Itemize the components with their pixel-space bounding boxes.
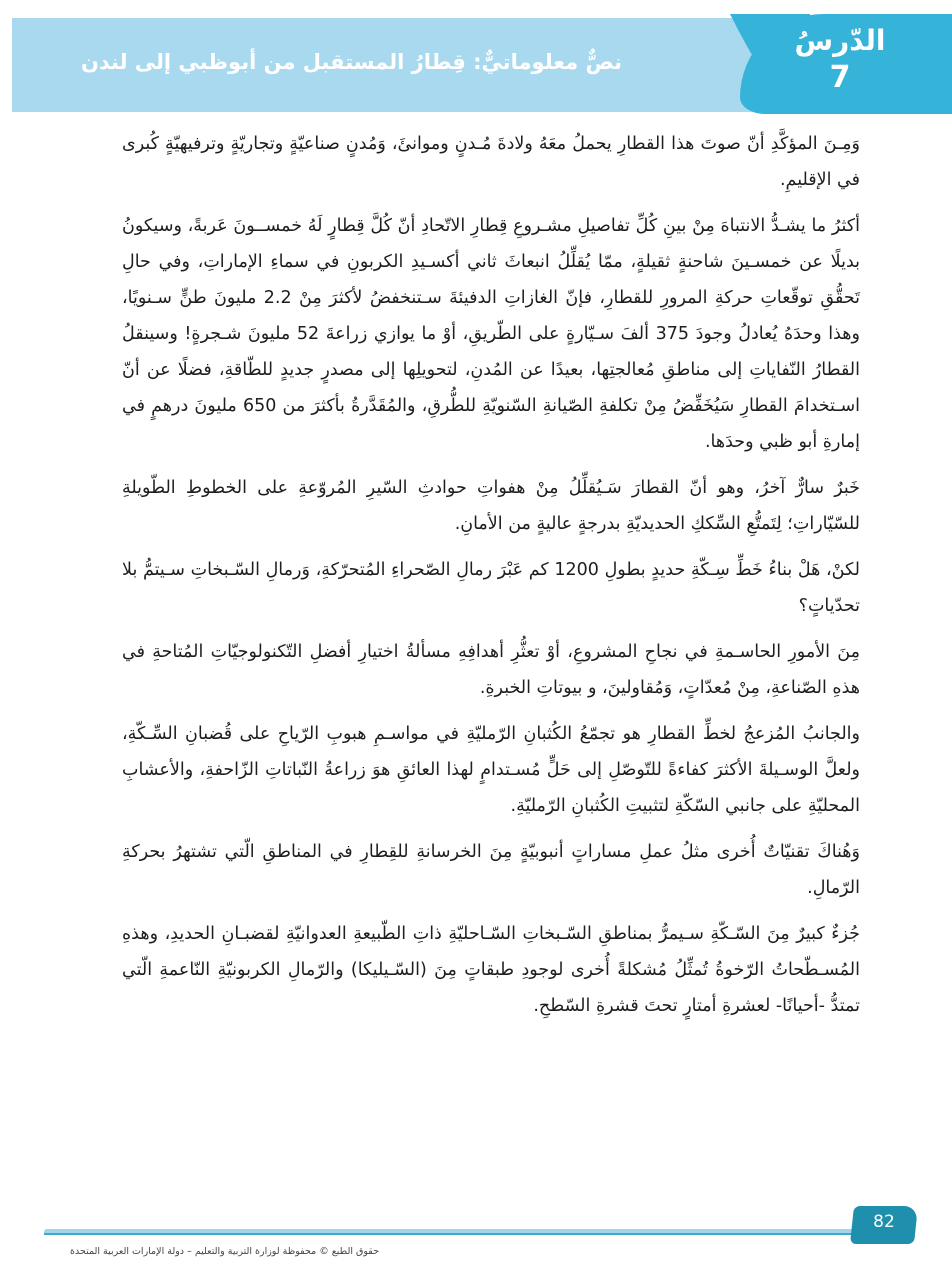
copyright-notice: حقوق الطبع © محفوظة لوزارة التربية والتعليم – دولة الإمارات العربية المتحدة xyxy=(70,1246,379,1257)
paragraph: جُزءٌ كبيرٌ مِنَ السّـكّةِ سـيمرُّ بمناطقِ السّـبخاتِ السّـاحليّةِ ذاتِ الطّبيعةِ العدوانيّةِ لقضبـانِ الحديدِ، وهذهِ المُسـطّحاتُ الرّخوةُ تُمثِّلُ مُشكلةً أُخرى لوجودِ طبقاتٍ مِنَ (السّـيليكا) والرّمالِ الكربونيّةِ النّاعمةِ الّتي تمتدُّ -أحيانًا- لعشرةِ أمتارٍ تحتَ قشرةِ السّطحِ. xyxy=(122,924,860,1016)
paragraph: وَهُناكَ تقنيّاتٌ أُخرى مثلُ عملِ مساراتٍ أنبوبيّةٍ مِنَ الخرسانةِ للقِطارِ في المناطقِ الّتي تشتهرُ بحركةِ الرّمالِ. xyxy=(122,842,860,898)
paragraph: أكثرُ ما يشـدُّ الانتباهَ مِنْ بينِ كُلِّ تفاصيلِ مشـروعِ قِطارِ الاتّحادِ أنّ كُلَّ قِطارٍ لَهُ خمســونَ عَربةً، وسيكونُ بديلًا عن خمسـينَ شاحنةٍ ثقيلةٍ، ممّا يُقلِّلُ انبعاثَ ثاني أكسـيدِ الكربونِ في سماءِ الإماراتِ، وفي حالِ تَحقُّقِ توقّعاتِ حركةِ المرورِ للقطارِ، فإنّ الغازاتِ الدفيئةَ سـتنخفضُ لأكثرَ مِنْ 2.2 مليونَ طنٍّ سـنويًا، وهذا وحدَهُ يُعادلُ وجودَ 375 ألفَ سـيّارةٍ على الطّريقِ، أوْ ما يوازي زراعةَ 52 مليونَ شـجرةٍ! وسينقلُ القطارُ النّفاياتِ إلى مناطقِ مُعالجتِها، بعيدًا عن المُدنِ، لتحويلِها إلى مصدرٍ جديدٍ للطّاقةِ، فضلًا عن أنّ اسـتخدامَ القطارِ سَيُخَفِّضُ مِنْ تكلفةِ الصّيانةِ السّنويّةِ للطُّرقِ، والمُقَدَّرةُ بأكثرَ من 650 مليونَ درهمٍ في إمارةِ أبو ظبي وحدَها. xyxy=(122,216,860,452)
page-number: 82 xyxy=(873,1212,895,1232)
lesson-number: 7 xyxy=(829,60,851,95)
lesson-label: الدّرسُ xyxy=(794,24,886,57)
paragraph: مِنَ الأمورِ الحاسـمةِ في نجاحِ المشروعِ، أوْ تعثُّرِ أهدافِهِ مسألةُ اختيارِ أفضلِ التّكنولوجيّاتِ المُتاحةِ في هذهِ الصّناعةِ، مِنْ مُعدّاتٍ، وَمُقاولينَ، و بيوتاتِ الخبرةِ. xyxy=(122,642,860,698)
footer-rule-accent xyxy=(44,1233,856,1235)
lesson-title: نصٌّ معلوماتيٌّ: قِطارُ المستقبل من أبوظبي إلى لندن xyxy=(80,50,622,74)
paragraph: والجانبُ المُزعجُ لخطِّ القطارِ هو تجمّعُ الكُثبانِ الرّمليّةِ في مواسـمِ هبوبِ الرّياحِ على قُضبانِ السِّـكّةِ، ولعلَّ الوسـيلةَ الأكثرَ كفاءةً للتّوصّلِ إلى حَلٍّ مُسـتدامٍ لهذا العائقِ هوَ زراعةُ النّباتاتِ الزّاحفةِ، والأعشابِ المحليّةِ على جانبي السّكّةِ لتثبيتِ الكُثبانِ الرّمليّةِ. xyxy=(122,724,860,816)
paragraph: خَبرٌ سارٌّ آخرُ، وهو أنّ القطارَ سَـيُقلِّلُ مِنْ هفواتِ حوادثِ السّيرِ المُروّعةِ على الخطوطِ الطّويلةِ للسّيّاراتِ؛ لِتَمتُّعِ السِّككِ الحديديّةِ بدرجةٍ عاليةٍ من الأمانِ. xyxy=(122,478,860,534)
paragraph: لكنْ، هَلْ بناءُ خَطِّ سِـكّةِ حديدٍ بطولِ 1200 كم عَبْرَ رمالِ الصّحراءِ المُتحرّكةِ، وَرمالِ السّـبخاتِ سـيتمُّ بلا تحدّياتٍ؟ xyxy=(122,560,860,616)
paragraph: وَمِـنَ المؤكَّدِ أنّ صوتَ هذا القطارِ يحملُ معَهُ ولادةَ مُـدنٍ وموانئَ، وَمُدنٍ صناعيّةٍ وتجاريّةٍ وترفيهيّةٍ كُبرى في الإقليمِ. xyxy=(122,134,860,190)
article-body xyxy=(122,126,860,1034)
